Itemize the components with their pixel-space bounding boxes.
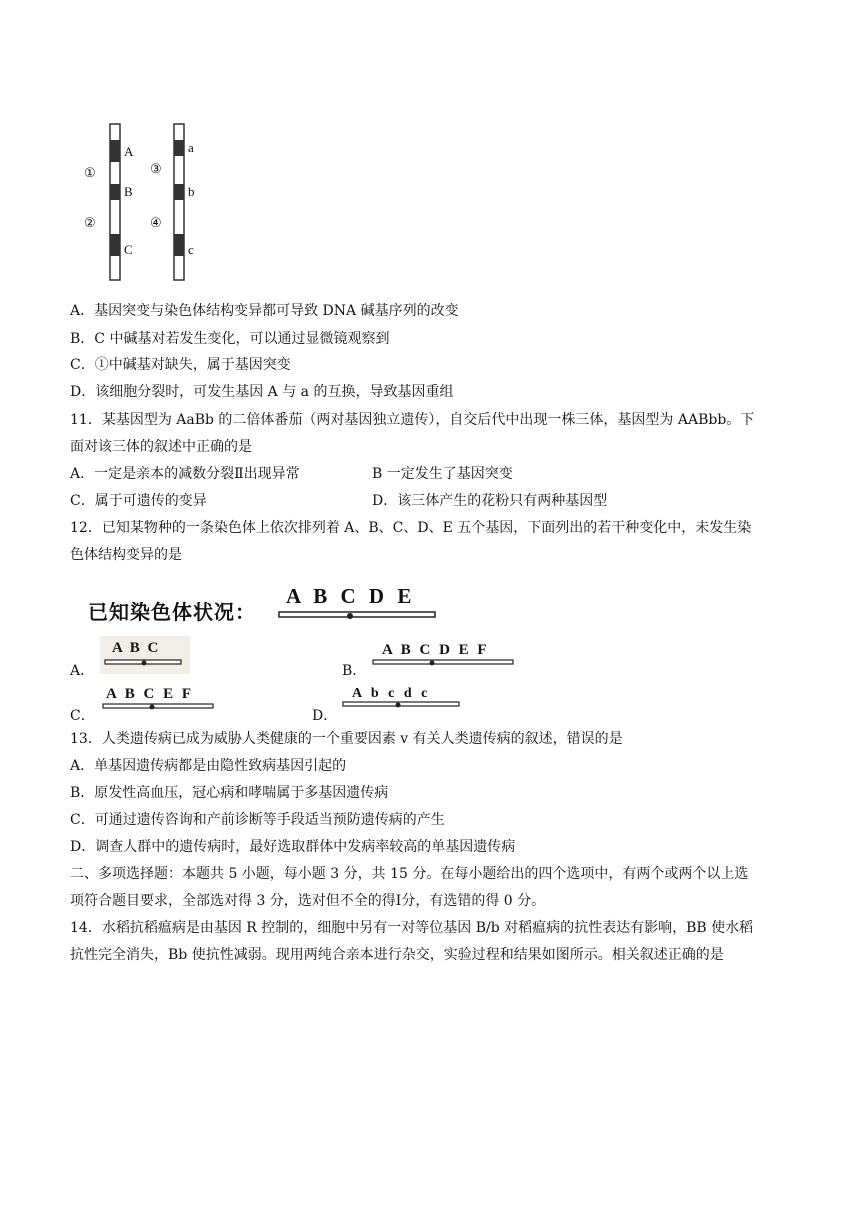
q11-option-d: D．该三体产生的花粉只有两种基因型: [372, 493, 608, 509]
q12-option-c-genes: A B C E F: [106, 686, 192, 702]
known-chromosome-bar: [278, 610, 438, 622]
known-genes: A B C D E: [286, 584, 412, 608]
q14-stem-line1: 14．水稻抗稻瘟病是由基因 R 控制的，细胞中另有一对等位基因 B/b 对稻瘟病的抗性表达有影响，BB 使水稻: [70, 920, 754, 936]
q12-option-d-bar: [342, 700, 464, 710]
q10-option-b: B．C 中碱基对若发生变化，可以通过显微镜观察到: [70, 331, 390, 347]
q11-option-b: B 一定发生了基因突变: [372, 466, 513, 482]
gene-b: b: [188, 184, 195, 199]
q11-option-a: A．一定是亲本的减数分裂Ⅱ出现异常: [70, 466, 300, 482]
gene-a: a: [188, 140, 194, 155]
q11-stem-line2: 面对该三体的叙述中正确的是: [70, 439, 252, 455]
q11-option-c: C．属于可遗传的变异: [70, 493, 207, 509]
q13-stem: 13．人类遗传病已成为威胁人类健康的一个重要因素 v 有关人类遗传病的叙述，错误的是: [70, 731, 623, 747]
q12-option-a-label: A．: [70, 663, 95, 679]
label-3: ③: [150, 162, 162, 177]
known-chromosome: [88, 586, 448, 626]
section2-line1: 二、多项选择题：本题共 5 小题，每小题 3 分，共 15 分。在每小题给出的四个选项中，有两个或两个以上选: [70, 866, 749, 882]
q12-option-d-figure: [340, 684, 466, 714]
q12-option-d-label: D．: [312, 708, 338, 724]
q12-option-a-figure: [100, 636, 190, 674]
q12-option-c-figure: [100, 684, 220, 716]
q12-option-c-label: C．: [70, 708, 95, 724]
q13-option-d: D．调查人群中的遗传病时，最好选取群体中发病率较高的单基因遗传病: [70, 839, 516, 855]
q13-option-c: C．可通过遗传咨询和产前诊断等手段适当预防遗传病的产生: [70, 812, 445, 828]
chromosome-figure: [84, 122, 204, 282]
q12-option-b-bar: [372, 658, 518, 668]
label-2: ②: [84, 216, 96, 231]
q10-option-a: A．基因突变与染色体结构变异都可导致 DNA 碱基序列的改变: [70, 303, 459, 319]
q12-stem-line1: 12．已知某物种的一条染色体上依次排列着 A、B、C、D、E 五个基因，下面列出的若干种变化中，未发生染: [70, 520, 752, 536]
q12-option-a-bar: [104, 658, 184, 668]
q12-option-a-genes: A B C: [112, 640, 159, 656]
gene-A: A: [124, 144, 134, 159]
q12-option-b-genes: A B C D E F: [382, 642, 487, 658]
label-4: ④: [150, 216, 162, 231]
q12-option-c-bar: [102, 702, 218, 712]
q10-option-d: D．该细胞分裂时，可发生基因 A 与 a 的互换，导致基因重组: [70, 384, 454, 400]
q12-option-b-figure: [368, 636, 518, 672]
q11-stem-line1: 11．某基因型为 AaBb 的二倍体番茄（两对基因独立遗传），自交后代中出现一株三体，基因型为 AABbb。下: [70, 412, 755, 428]
q14-stem-line2: 抗性完全消失，Bb 使抗性减弱。现用两纯合亲本进行杂交，实验过程和结果如图所示。相关叙述正确的是: [70, 947, 724, 963]
q10-option-c: C．①中碱基对缺失，属于基因突变: [70, 357, 291, 373]
q13-option-b: B．原发性高血压，冠心病和哮喘属于多基因遗传病: [70, 785, 389, 801]
gene-c: c: [188, 242, 194, 257]
label-1: ①: [84, 166, 96, 181]
section2-line2: 项符合题目要求，全部选对得 3 分，选对但不全的得Ⅰ分，有选错的得 0 分。: [70, 893, 546, 909]
q13-option-a: A．单基因遗传病都是由隐性致病基因引起的: [70, 758, 347, 774]
known-label: 已知染色体状况：: [88, 600, 256, 624]
chromosome-diagram: [84, 122, 204, 282]
gene-B: B: [124, 184, 133, 199]
q12-stem-line2: 色体结构变异的是: [70, 547, 182, 563]
gene-C: C: [124, 242, 133, 257]
q12-option-d-genes: A b c d c: [352, 686, 428, 701]
q12-option-b-label: B．: [342, 663, 367, 679]
